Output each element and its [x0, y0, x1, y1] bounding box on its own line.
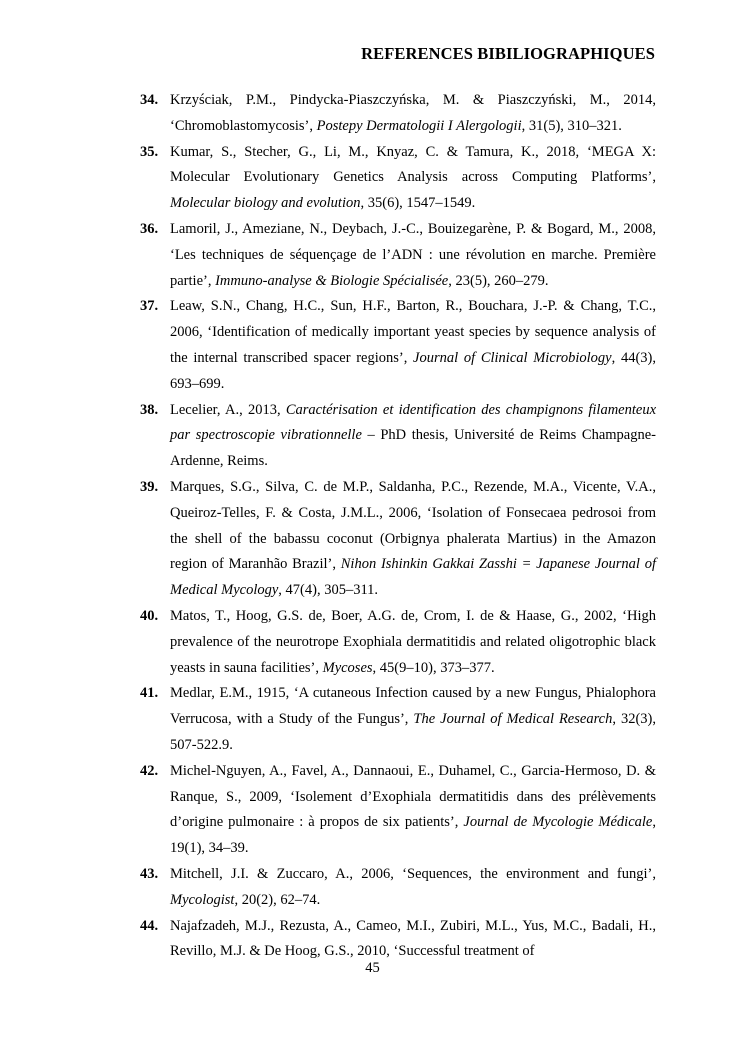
reference-number: 44. — [140, 917, 159, 934]
page-number: 45 — [365, 960, 380, 976]
reference-text: Najafzadeh, M.J., Rezusta, A., Cameo, M.I., Zubiri, M.L., Yus, M.C., Badali, H., Revillo, M.J. & De Hoog, G.S., 2010, ‘Successful treatment of — [170, 917, 656, 960]
reference-text: Kumar, S., Stecher, G., Li, M., Knyaz, C. & Tamura, K., 2018, ‘MEGA X: Molecular Evolutionary Genetics Analysis across Computing Platforms’, Molecular biology and evolution, 35(6), 1547–1549. — [170, 143, 656, 212]
reference-text: Krzyściak, P.M., Pindycka-Piaszczyńska, M. & Piaszczyński, M., 2014, ‘Chromoblastomycosis’, Postepy Dermatologii I Alergologii, 31(5), 310–321. — [170, 92, 656, 134]
reference-item — [140, 914, 656, 966]
reference-number: 34. — [140, 92, 159, 108]
reference-number: 43. — [140, 865, 159, 882]
reference-item — [140, 398, 656, 475]
reference-text: Lecelier, A., 2013, Caractérisation et identification des champignons filamenteux par spectroscopie vibrationnelle – PhD thesis, Université de Reims Champagne-Ardenne, Reims. — [170, 401, 656, 470]
reference-text: Medlar, E.M., 1915, ‘A cutaneous Infection caused by a new Fungus, Phialophora Verrucosa, with a Study of the Fungus’, The Journal of Medical Research, 32(3), 507-522.9. — [170, 685, 657, 753]
reference-item — [140, 475, 656, 604]
reference-number: 41. — [140, 685, 159, 702]
reference-text: Matos, T., Hoog, G.S. de, Boer, A.G. de, Crom, I. de & Haase, G., 2002, ‘High prevalence of the neurotrope Exophiala dermatitidis and related oligotrophic black yeasts in sauna facilities’, Mycoses, 45(9–10), 373–377. — [170, 607, 656, 676]
reference-number: 36. — [140, 220, 159, 237]
reference-item — [140, 294, 656, 397]
reference-text: Marques, S.G., Silva, C. de M.P., Saldanha, P.C., Rezende, M.A., Vicente, V.A., Queiroz-Telles, F. & Costa, J.M.L., 2006, ‘Isolation of Fonsecaea pedrosoi from the shell of the babassu coconut (Orbignya phalerata Martius) in the Amazon region of Maranhão Brazil’, Nihon Ishinkin Gakkai Zasshi = Japanese Journal of Medical Mycology, 47(4), 305–311. — [170, 478, 656, 599]
reference-number: 39. — [140, 478, 159, 495]
reference-number: 42. — [140, 762, 159, 779]
reference-number: 38. — [140, 401, 159, 418]
reference-list — [140, 88, 656, 965]
reference-text: Mitchell, J.I. & Zuccaro, A., 2006, ‘Sequences, the environment and fungi’, Mycologist, 20(2), 62–74. — [170, 865, 656, 908]
reference-number: 37. — [140, 298, 159, 315]
reference-item — [140, 681, 656, 758]
reference-text: Lamoril, J., Ameziane, N., Deybach, J.-C., Bouizegarène, P. & Bogard, M., 2008, ‘Les techniques de séquençage de l’ADN : une révolution en marche. Première partie’, Immuno-analyse & Biologie Spécialisée, 23(5), 260–279. — [170, 220, 656, 289]
reference-text: Leaw, S.N., Chang, H.C., Sun, H.F., Barton, R., Bouchara, J.-P. & Chang, T.C., 2006, ‘Identification of medically important yeast species by sequence analysis of the internal transcribed spacer regions’, Journal of Clinical Microbiology, 44(3), 693–699. — [170, 298, 656, 392]
page-header: REFERENCES BIBILIOGRAPHIQUES — [361, 44, 655, 63]
reference-number: 40. — [140, 607, 159, 624]
reference-item — [140, 88, 656, 140]
reference-item — [140, 604, 656, 681]
reference-text: Michel-Nguyen, A., Favel, A., Dannaoui, E., Duhamel, C., Garcia-Hermoso, D. & Ranque, S., 2009, ‘Isolement d’Exophiala dermatitidis dans des prélèvements d’origine pulmonaire : à propos de six patients’, Journal de Mycologie Médicale, 19(1), 34–39. — [170, 762, 656, 857]
reference-item — [140, 140, 656, 217]
reference-item — [140, 217, 656, 294]
reference-number: 35. — [140, 143, 159, 160]
reference-item — [140, 862, 656, 914]
reference-item — [140, 759, 656, 862]
